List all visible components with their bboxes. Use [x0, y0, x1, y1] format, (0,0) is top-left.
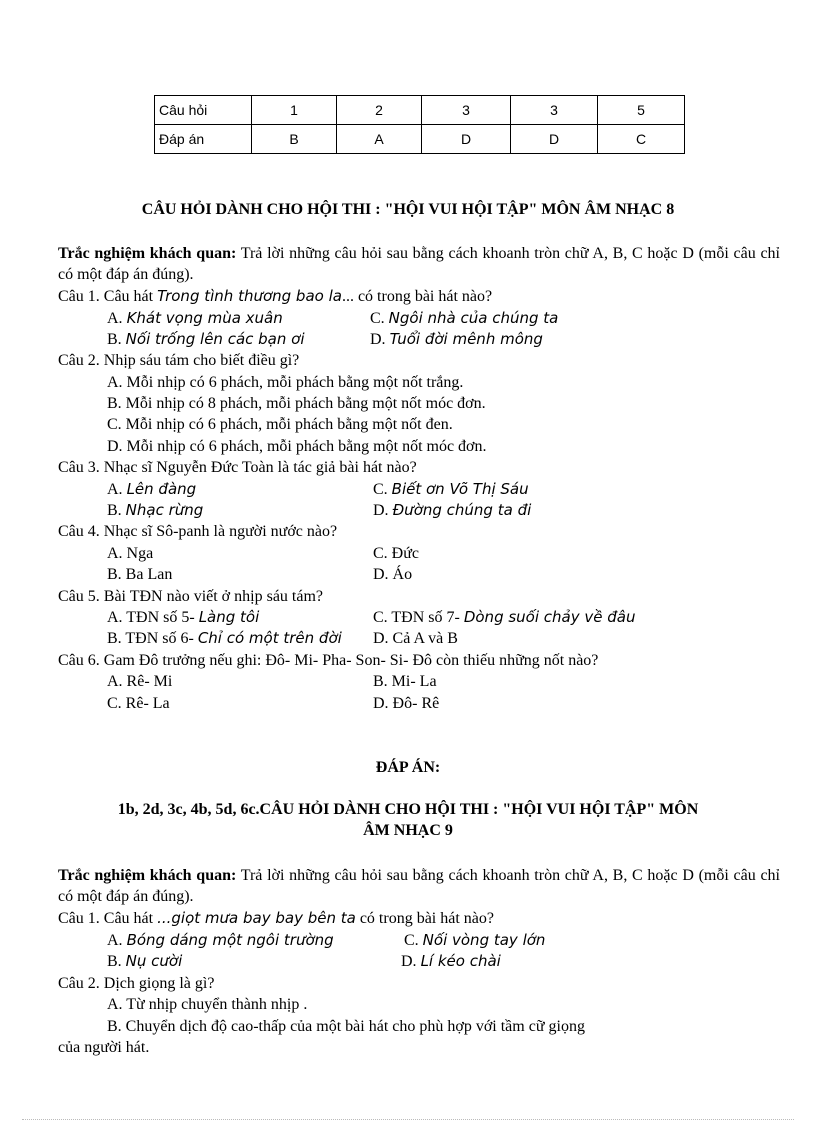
answer-heading: ĐÁP ÁN:: [375, 759, 441, 776]
table-cell: 1: [252, 96, 337, 125]
option-c: C. Mỗi nhịp có 6 phách, mỗi phách bằng một nốt đen.: [107, 416, 453, 433]
option-b: B. Mỗi nhịp có 8 phách, mỗi phách bằng một nốt móc đơn.: [107, 395, 486, 412]
question-2: Câu 2. Dịch giọng là gì?: [58, 975, 215, 992]
option-d: D. Mỗi nhịp có 6 phách, mỗi phách bằng một nốt móc đơn.: [107, 438, 487, 455]
intro-label: Trắc nghiệm khách quan:: [58, 245, 237, 262]
question-text: Câu 1. Câu hát: [58, 288, 158, 305]
option-d: D. Đường chúng ta đi: [373, 501, 532, 519]
question-text: ... có trong bài hát nào?: [341, 288, 493, 305]
table-cell: D: [422, 125, 511, 154]
question-3: Câu 3. Nhạc sĩ Nguyễn Đức Toàn là tác giả bài hát nào?: [58, 459, 417, 476]
option-b: B. Nụ cười: [107, 952, 183, 970]
question-6: Câu 6. Gam Đô trưởng nếu ghi: Đô- Mi- Pha- Son- Si- Đô còn thiếu những nốt nào?: [58, 652, 599, 669]
option-d: D. Áo: [373, 566, 413, 583]
option-d: D. Đô- Rê: [373, 695, 440, 712]
option-d: D. Cả A và B: [373, 630, 458, 647]
option-c: C. Nối vòng tay lớn: [404, 931, 546, 949]
option-a: A. Khát vọng mùa xuân: [107, 309, 283, 327]
option-b: B. Chuyển dịch độ cao-thấp của một bài hát cho phù hợp với tầm cữ giọng: [107, 1018, 585, 1035]
answer-key-table: [154, 95, 685, 154]
option-c: C. TĐN số 7- Dòng suối chảy về đâu: [373, 608, 636, 626]
question-2: Câu 2. Nhịp sáu tám cho biết điều gì?: [58, 352, 300, 369]
question-5: Câu 5. Bài TĐN nào viết ở nhịp sáu tám?: [58, 588, 324, 605]
option-a: A. TĐN số 5- Làng tôi: [107, 608, 260, 626]
option-a: A. Mỗi nhịp có 6 phách, mỗi phách bằng một nốt trắng.: [107, 374, 464, 391]
section-9-intro: [58, 865, 780, 907]
table-cell: 3: [422, 96, 511, 125]
section-9-title-line2: ÂM NHẠC 9: [363, 822, 453, 839]
table-cell: D: [511, 125, 598, 154]
option-b: B. TĐN số 6- Chỉ có một trên đời: [107, 629, 342, 647]
table-row: [155, 96, 685, 125]
option-c: C. Đức: [373, 545, 419, 562]
table-cell: Câu hỏi: [155, 96, 252, 125]
intro-text: Trả lời những câu hỏi sau bằng cách khoanh tròn chữ A, B, C hoặc D (mỗi câu chỉ có một đáp án đúng).: [58, 245, 780, 283]
option-d: D. Lí kéo chài: [401, 952, 501, 970]
section-8-intro: [58, 243, 780, 285]
table-cell: B: [252, 125, 337, 154]
intro-label: Trắc nghiệm khách quan:: [58, 867, 237, 884]
option-a: A. Bóng dáng một ngôi trường: [107, 931, 334, 949]
table-cell: 3: [511, 96, 598, 125]
option-a: A. Từ nhịp chuyển thành nhịp .: [107, 996, 308, 1013]
question-1: [58, 286, 492, 307]
option-b-continuation: của người hát.: [58, 1039, 150, 1056]
option-c: C. Biết ơn Võ Thị Sáu: [373, 480, 529, 498]
section-8-title: CÂU HỎI DÀNH CHO HỘI THI : "HỘI VUI HỘI TẬP" MÔN ÂM NHẠC 8: [141, 201, 675, 218]
option-a: A. Rê- Mi: [107, 673, 173, 690]
option-a: A. Lên đàng: [107, 480, 197, 498]
option-c: C. Ngôi nhà của chúng ta: [370, 309, 559, 327]
page-bottom-rule: [22, 1119, 794, 1120]
option-b: B. Ba Lan: [107, 566, 173, 583]
option-a: A. Nga: [107, 545, 154, 562]
question-4: Câu 4. Nhạc sĩ Sô-panh là người nước nào?: [58, 523, 338, 540]
section-9-title-line1: 1b, 2d, 3c, 4b, 5d, 6c.CÂU HỎI DÀNH CHO HỘI THI : "HỘI VUI HỘI TẬP" MÔN: [117, 801, 699, 818]
table-cell: A: [337, 125, 422, 154]
question-1: Câu 1. Câu hát ...giọt mưa bay bay bên ta có trong bài hát nào?: [58, 909, 494, 927]
table-cell: Đáp án: [155, 125, 252, 154]
option-b: B. Mi- La: [373, 673, 437, 690]
table-cell: 5: [598, 96, 685, 125]
table-cell: C: [598, 125, 685, 154]
option-d: D. Tuổi đời mênh mông: [370, 330, 543, 348]
option-b: B. Nối trống lên các bạn ơi: [107, 330, 305, 348]
option-b: B. Nhạc rừng: [107, 501, 204, 519]
option-c: C. Rê- La: [107, 695, 170, 712]
table-row: [155, 125, 685, 154]
table-cell: 2: [337, 96, 422, 125]
intro-text: Trả lời những câu hỏi sau bằng cách khoanh tròn chữ A, B, C hoặc D (mỗi câu chỉ có một đáp án đúng).: [58, 867, 780, 905]
song-quote: Trong tình thương bao la: [157, 287, 342, 305]
